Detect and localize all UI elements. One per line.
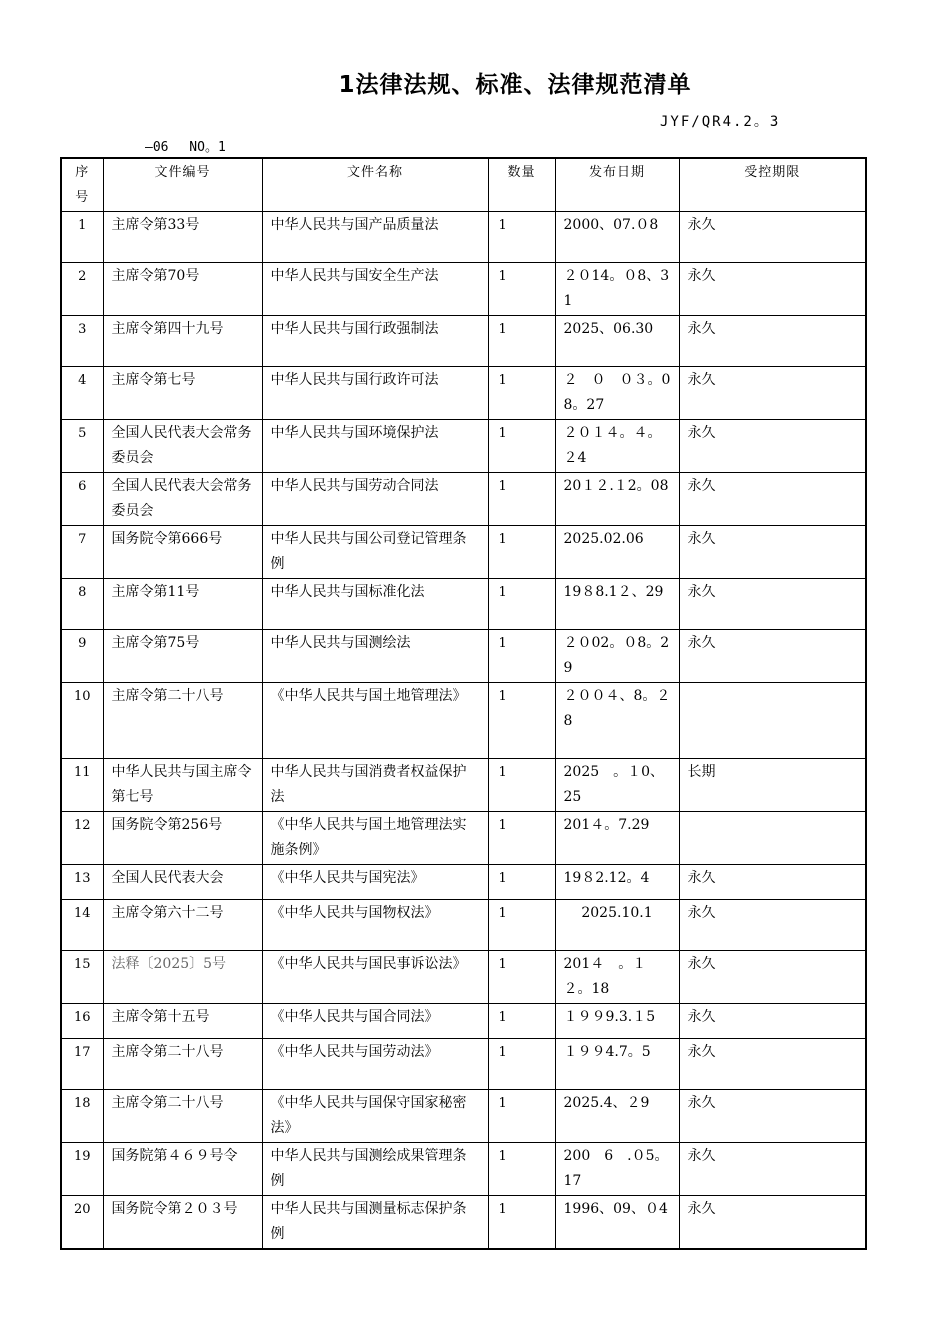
- table-row: [61, 865, 866, 900]
- row-control-term: 永久: [679, 630, 866, 683]
- row-control-term: 永久: [679, 1039, 866, 1090]
- row-number: 10: [61, 683, 103, 759]
- row-file-name: 中华人民共与国测绘成果管理条例: [262, 1143, 488, 1196]
- table-row: [61, 683, 866, 759]
- table-row: [61, 316, 866, 367]
- row-number: 7: [61, 526, 103, 579]
- table-row: [61, 1004, 866, 1039]
- row-file-code: 主席令第七号: [103, 367, 262, 420]
- row-file-name: 中华人民共与国测量标志保护条例: [262, 1196, 488, 1250]
- row-quantity: 1: [488, 1143, 555, 1196]
- row-file-code: 国务院第４６９号令: [103, 1143, 262, 1196]
- table-header-row: [61, 158, 866, 212]
- table-row: [61, 473, 866, 526]
- row-publish-date: ２００４、8。２8: [555, 683, 679, 759]
- document-code: JYF/QR4.2。3: [660, 114, 781, 130]
- row-quantity: 1: [488, 579, 555, 630]
- row-control-term: 永久: [679, 316, 866, 367]
- row-quantity: 1: [488, 212, 555, 263]
- regulations-table: [60, 157, 867, 1250]
- table-row: [61, 630, 866, 683]
- table-row: [61, 1196, 866, 1250]
- row-quantity: 1: [488, 812, 555, 865]
- row-file-code: 主席令第11号: [103, 579, 262, 630]
- row-publish-date: １９９9.3.１5: [555, 1004, 679, 1039]
- row-file-code: 国务院令第666号: [103, 526, 262, 579]
- row-control-term: [679, 812, 866, 865]
- row-number: 19: [61, 1143, 103, 1196]
- row-publish-date: 2025.4、２9: [555, 1090, 679, 1143]
- row-file-code: 主席令第十五号: [103, 1004, 262, 1039]
- row-file-name: 《中华人民共与国物权法》: [262, 900, 488, 951]
- table-row: [61, 759, 866, 812]
- row-publish-date: 20１２.１2。08: [555, 473, 679, 526]
- row-file-code: 主席令第二十八号: [103, 1090, 262, 1143]
- table-row: [61, 420, 866, 473]
- row-number: 4: [61, 367, 103, 420]
- row-publish-date: 201４。7.29: [555, 812, 679, 865]
- row-file-name: 《中华人民共与国宪法》: [262, 865, 488, 900]
- row-publish-date: 2025、06.30: [555, 316, 679, 367]
- row-control-term: 永久: [679, 420, 866, 473]
- row-quantity: 1: [488, 1039, 555, 1090]
- table-row: [61, 1143, 866, 1196]
- row-file-code: 主席令第33号: [103, 212, 262, 263]
- document-subcode: —06 NO。1: [145, 140, 226, 155]
- row-publish-date: １９９4.7。5: [555, 1039, 679, 1090]
- row-quantity: 1: [488, 1004, 555, 1039]
- row-control-term: 永久: [679, 951, 866, 1004]
- row-publish-date: ２０１４。４。２4: [555, 420, 679, 473]
- row-control-term: 永久: [679, 579, 866, 630]
- table-row: [61, 1039, 866, 1090]
- row-file-name: 《中华人民共与国民事诉讼法》: [262, 951, 488, 1004]
- table-row: [61, 263, 866, 316]
- row-file-code: 全国人民代表大会常务委员会: [103, 420, 262, 473]
- row-number: 8: [61, 579, 103, 630]
- row-file-name: 中华人民共与国行政许可法: [262, 367, 488, 420]
- row-number: 17: [61, 1039, 103, 1090]
- row-file-code: 国务院令第256号: [103, 812, 262, 865]
- row-publish-date: 201４ 。１２。18: [555, 951, 679, 1004]
- row-control-term: 永久: [679, 1004, 866, 1039]
- row-publish-date: 1996、09、０4: [555, 1196, 679, 1250]
- row-file-name: 中华人民共与国劳动合同法: [262, 473, 488, 526]
- table-row: [61, 579, 866, 630]
- row-file-code: 国务院令第２０３号: [103, 1196, 262, 1250]
- row-quantity: 1: [488, 316, 555, 367]
- row-publish-date: 19８8.1２、29: [555, 579, 679, 630]
- row-quantity: 1: [488, 1090, 555, 1143]
- row-file-name: 中华人民共与国行政强制法: [262, 316, 488, 367]
- row-quantity: 1: [488, 683, 555, 759]
- row-number: 13: [61, 865, 103, 900]
- row-quantity: 1: [488, 900, 555, 951]
- row-file-name: 《中华人民共与国土地管理法实施条例》: [262, 812, 488, 865]
- row-control-term: 永久: [679, 1090, 866, 1143]
- table-row: [61, 812, 866, 865]
- header-name: 文件名称: [262, 158, 488, 212]
- row-quantity: 1: [488, 630, 555, 683]
- row-quantity: 1: [488, 759, 555, 812]
- row-control-term: 长期: [679, 759, 866, 812]
- header-date: 发布日期: [555, 158, 679, 212]
- row-number: 3: [61, 316, 103, 367]
- row-publish-date: ２ ０ ０３。08。27: [555, 367, 679, 420]
- row-file-code: 主席令第70号: [103, 263, 262, 316]
- row-quantity: 1: [488, 473, 555, 526]
- table-row: [61, 367, 866, 420]
- row-quantity: 1: [488, 263, 555, 316]
- row-publish-date: 19８2.12。4: [555, 865, 679, 900]
- header-term: 受控期限: [679, 158, 866, 212]
- header-qty: 数量: [488, 158, 555, 212]
- row-number: 5: [61, 420, 103, 473]
- row-control-term: 永久: [679, 473, 866, 526]
- row-file-name: 《中华人民共与国劳动法》: [262, 1039, 488, 1090]
- table-row: [61, 951, 866, 1004]
- table-row: [61, 212, 866, 263]
- row-file-name: 《中华人民共与国合同法》: [262, 1004, 488, 1039]
- row-publish-date: 2025.10.1: [555, 900, 679, 951]
- header-no: 序号: [61, 158, 103, 212]
- row-control-term: 永久: [679, 865, 866, 900]
- row-number: 1: [61, 212, 103, 263]
- row-file-code: 主席令第二十八号: [103, 683, 262, 759]
- row-file-code: 主席令第75号: [103, 630, 262, 683]
- row-number: 20: [61, 1196, 103, 1250]
- row-file-code: 主席令第二十八号: [103, 1039, 262, 1090]
- row-file-name: 中华人民共与国公司登记管理条例: [262, 526, 488, 579]
- page-title: 1法律法规、标准、法律规范清单: [338, 72, 692, 98]
- row-number: 12: [61, 812, 103, 865]
- row-file-name: 中华人民共与国测绘法: [262, 630, 488, 683]
- row-file-code: 法释〔2025〕5号: [103, 951, 262, 1004]
- table-row: [61, 526, 866, 579]
- row-publish-date: ２０14。０8、31: [555, 263, 679, 316]
- row-number: 16: [61, 1004, 103, 1039]
- row-control-term: [679, 683, 866, 759]
- row-file-code: 主席令第四十九号: [103, 316, 262, 367]
- table-row: [61, 1090, 866, 1143]
- row-control-term: 永久: [679, 900, 866, 951]
- row-number: 11: [61, 759, 103, 812]
- row-quantity: 1: [488, 420, 555, 473]
- row-number: 2: [61, 263, 103, 316]
- header-code: 文件编号: [103, 158, 262, 212]
- row-file-name: 中华人民共与国标准化法: [262, 579, 488, 630]
- row-quantity: 1: [488, 865, 555, 900]
- row-file-name: 中华人民共与国产品质量法: [262, 212, 488, 263]
- row-publish-date: 2025 。１0、25: [555, 759, 679, 812]
- row-number: 9: [61, 630, 103, 683]
- row-file-name: 中华人民共与国环境保护法: [262, 420, 488, 473]
- row-number: 6: [61, 473, 103, 526]
- table-row: [61, 900, 866, 951]
- row-number: 18: [61, 1090, 103, 1143]
- row-file-code: 主席令第六十二号: [103, 900, 262, 951]
- row-quantity: 1: [488, 951, 555, 1004]
- row-control-term: 永久: [679, 367, 866, 420]
- row-control-term: 永久: [679, 1196, 866, 1250]
- row-number: 15: [61, 951, 103, 1004]
- row-number: 14: [61, 900, 103, 951]
- row-publish-date: 200 6 .０5。17: [555, 1143, 679, 1196]
- row-file-code: 中华人民共与国主席令第七号: [103, 759, 262, 812]
- row-control-term: 永久: [679, 212, 866, 263]
- row-control-term: 永久: [679, 263, 866, 316]
- row-control-term: 永久: [679, 1143, 866, 1196]
- row-file-code: 全国人民代表大会: [103, 865, 262, 900]
- row-file-name: 中华人民共与国安全生产法: [262, 263, 488, 316]
- row-file-code: 全国人民代表大会常务委员会: [103, 473, 262, 526]
- row-publish-date: 2000、07.０8: [555, 212, 679, 263]
- row-control-term: 永久: [679, 526, 866, 579]
- table-body: [61, 212, 866, 1250]
- row-publish-date: ２０02。０8。29: [555, 630, 679, 683]
- row-file-name: 中华人民共与国消费者权益保护法: [262, 759, 488, 812]
- row-quantity: 1: [488, 367, 555, 420]
- row-file-name: 《中华人民共与国保守国家秘密法》: [262, 1090, 488, 1143]
- row-publish-date: 2025.02.06: [555, 526, 679, 579]
- row-quantity: 1: [488, 526, 555, 579]
- row-quantity: 1: [488, 1196, 555, 1250]
- row-file-name: 《中华人民共与国土地管理法》: [262, 683, 488, 759]
